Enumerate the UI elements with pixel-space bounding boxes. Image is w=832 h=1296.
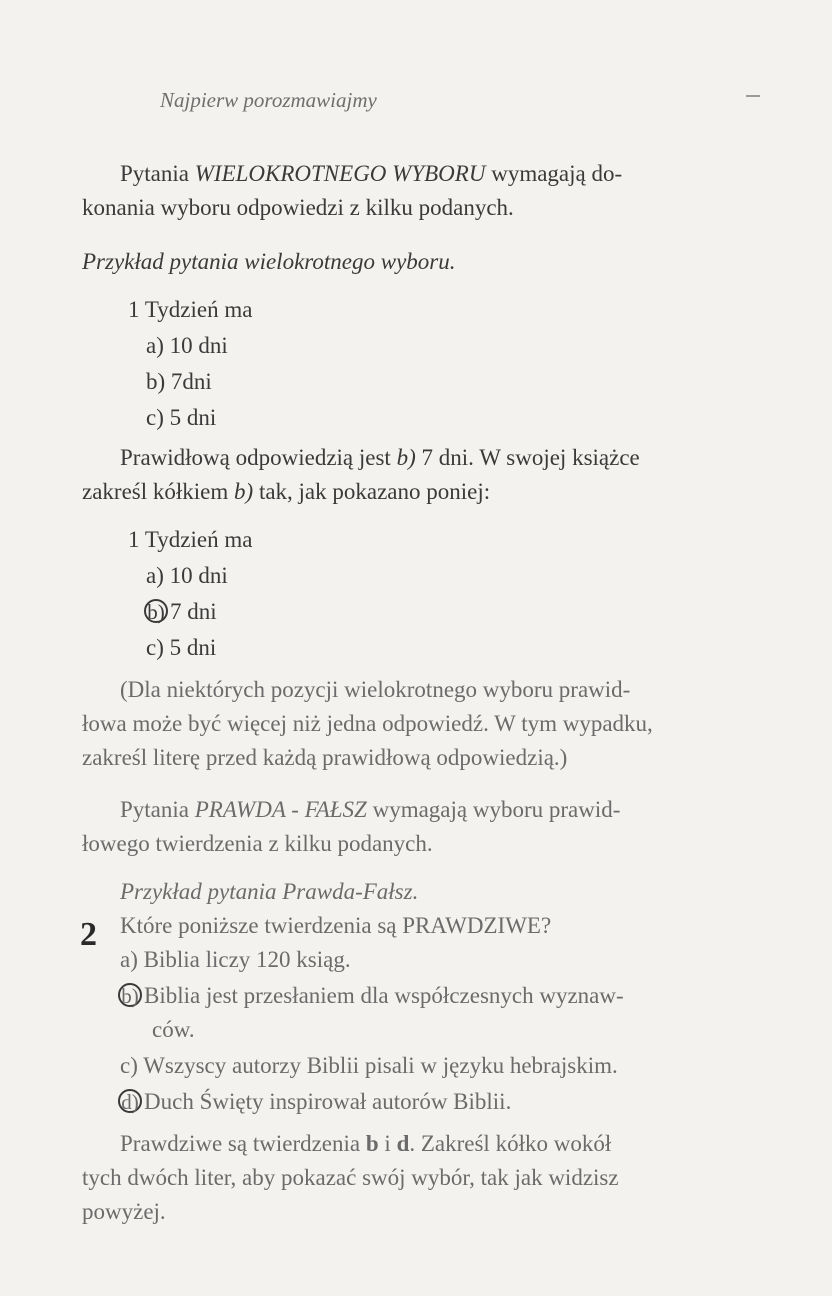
example-tf-label: Przykład pytania Prawda-Fałsz. — [120, 879, 419, 904]
q2-option-b: b) Biblia jest przesłaniem dla współczesnych wyznaw- — [118, 982, 624, 1010]
q1-option-c: c) 5 dni — [146, 405, 217, 430]
q1-marked-option-a: a) 10 dni — [146, 563, 228, 588]
intro-mc-line2: konania wyboru odpowiedzi z kilku podanych. — [82, 195, 514, 220]
intro-mc-line1: Pytania WIELOKROTNEGO WYBORU wymagają do- — [120, 161, 623, 186]
conclusion-line2: tych dwóch liter, aby pokazać swój wybór, tak jak widzisz — [82, 1165, 619, 1190]
circled-answer-b: b) — [118, 983, 142, 1007]
q1-marked-option-c: c) 5 dni — [146, 635, 217, 660]
q2-option-b-cont: ców. — [152, 1017, 195, 1042]
answer-line2: zakreśl kółkiem b) tak, jak pokazano poniej: — [82, 479, 491, 504]
conclusion-line3: powyżej. — [82, 1199, 166, 1224]
question-number-2: 2 — [80, 916, 97, 953]
q2-option-c: c) Wszyscy autorzy Biblii pisali w języku hebrajskim. — [120, 1053, 618, 1078]
q2-option-a: a) Biblia liczy 120 ksiąg. — [120, 947, 351, 972]
q1-option-b: b) 7dni — [146, 369, 212, 394]
q2-option-d: d) Duch Święty inspirował autorów Biblii. — [118, 1088, 511, 1116]
note-line3: zakreśl literę przed każdą prawidłową odpowiedzią.) — [82, 745, 568, 770]
circled-answer-b: b) — [144, 599, 168, 623]
q1-marked-option-b: b) 7 dni — [144, 598, 217, 626]
page-number-mark — [746, 95, 760, 97]
running-header: Najpierw porozmawiajmy — [160, 88, 377, 112]
q1-stem: 1 Tydzień ma — [128, 297, 253, 322]
note-line2: łowa może być więcej niż jedna odpowiedź. W tym wypadku, — [82, 711, 653, 736]
intro-tf-line2: łowego twierdzenia z kilku podanych. — [82, 831, 433, 856]
circled-answer-d: d) — [118, 1089, 142, 1113]
example-mc-label: Przykład pytania wielokrotnego wyboru. — [82, 249, 456, 274]
intro-tf-line1: Pytania PRAWDA - FAŁSZ wymagają wyboru prawid- — [120, 797, 621, 822]
answer-line1: Prawidłową odpowiedzią jest b) 7 dni. W swojej książce — [120, 445, 640, 470]
q2-stem: Które poniższe twierdzenia są PRAWDZIWE? — [120, 913, 552, 938]
note-line1: (Dla niektórych pozycji wielokrotnego wyboru prawid- — [120, 677, 631, 702]
term-multiple-choice: WIELOKROTNEGO WYBORU — [194, 161, 486, 186]
q1-marked-stem: 1 Tydzień ma — [128, 527, 253, 552]
conclusion-line1: Prawdziwe są twierdzenia b i d. Zakreśl kółko wokół — [120, 1131, 612, 1156]
q1-option-a: a) 10 dni — [146, 333, 228, 358]
term-true-false: PRAWDA - FAŁSZ — [194, 797, 367, 822]
